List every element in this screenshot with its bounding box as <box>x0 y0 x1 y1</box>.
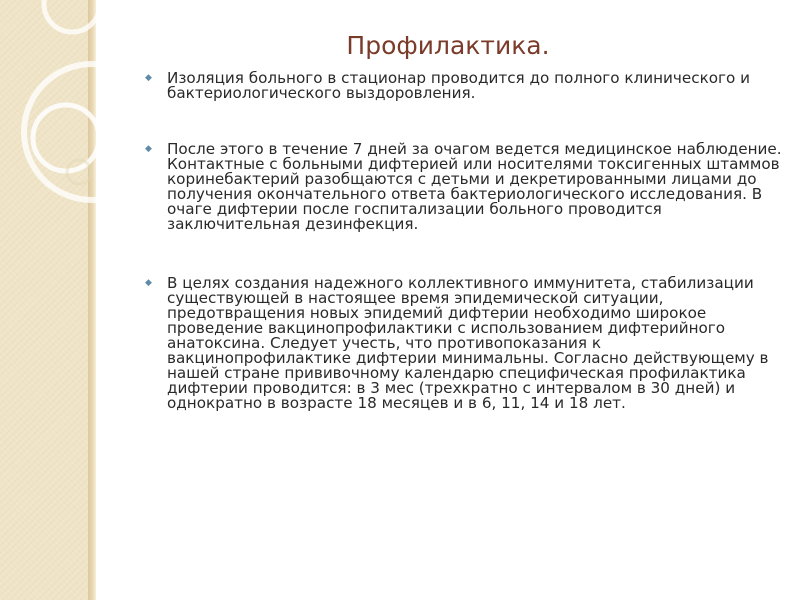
bullet-item-vaccination <box>145 276 785 411</box>
decorative-circle-small <box>44 0 96 32</box>
slide-title: Профилактика. <box>346 31 550 60</box>
bullet-text-isolation: Изоляция больного в стационар проводится до полного клинического и бактериологического выздоровления. <box>167 69 751 102</box>
bullet-text-vaccination: В целях создания надежного коллективного иммунитета, стабилизации существующей в настоящее время эпидемической ситуации, предотвращения новых эпидемий дифтерии необходимо широкое проведение вакцинопрофилактики с использованием дифтерийного анатоксина. Следует учесть, что противопоказания к вакцинопрофилактике дифтерии минимальны. Согласно действующему в нашей стране прививочному календарю специфическая профилактика дифтерии проводится: в 3 мес (трехкратно с интервалом в 30 дней) и однократно в возрасте 18 месяцев и в 6, 11, 14 и 18 лет. <box>167 274 769 412</box>
bullet-icon: ◆ <box>145 144 152 154</box>
bullet-icon: ◆ <box>145 278 152 288</box>
bullet-item-isolation <box>145 71 785 101</box>
bullet-text-observation: После этого в течение 7 дней за очагом ведется медицинское наблюдение. Контактные с больными дифтерией или носителями токсигенных штаммов коринебактерий разобщаются с детьми и декретированными лицами до получения окончательного ответа бактериологического исследования. В очаге дифтерии после госпитализации больного проводится заключительная дезинфекция. <box>167 140 782 233</box>
bullet-item-observation <box>145 142 785 232</box>
bullet-list <box>145 71 785 411</box>
bullet-icon: ◆ <box>145 73 152 83</box>
decorative-circles <box>0 0 96 600</box>
